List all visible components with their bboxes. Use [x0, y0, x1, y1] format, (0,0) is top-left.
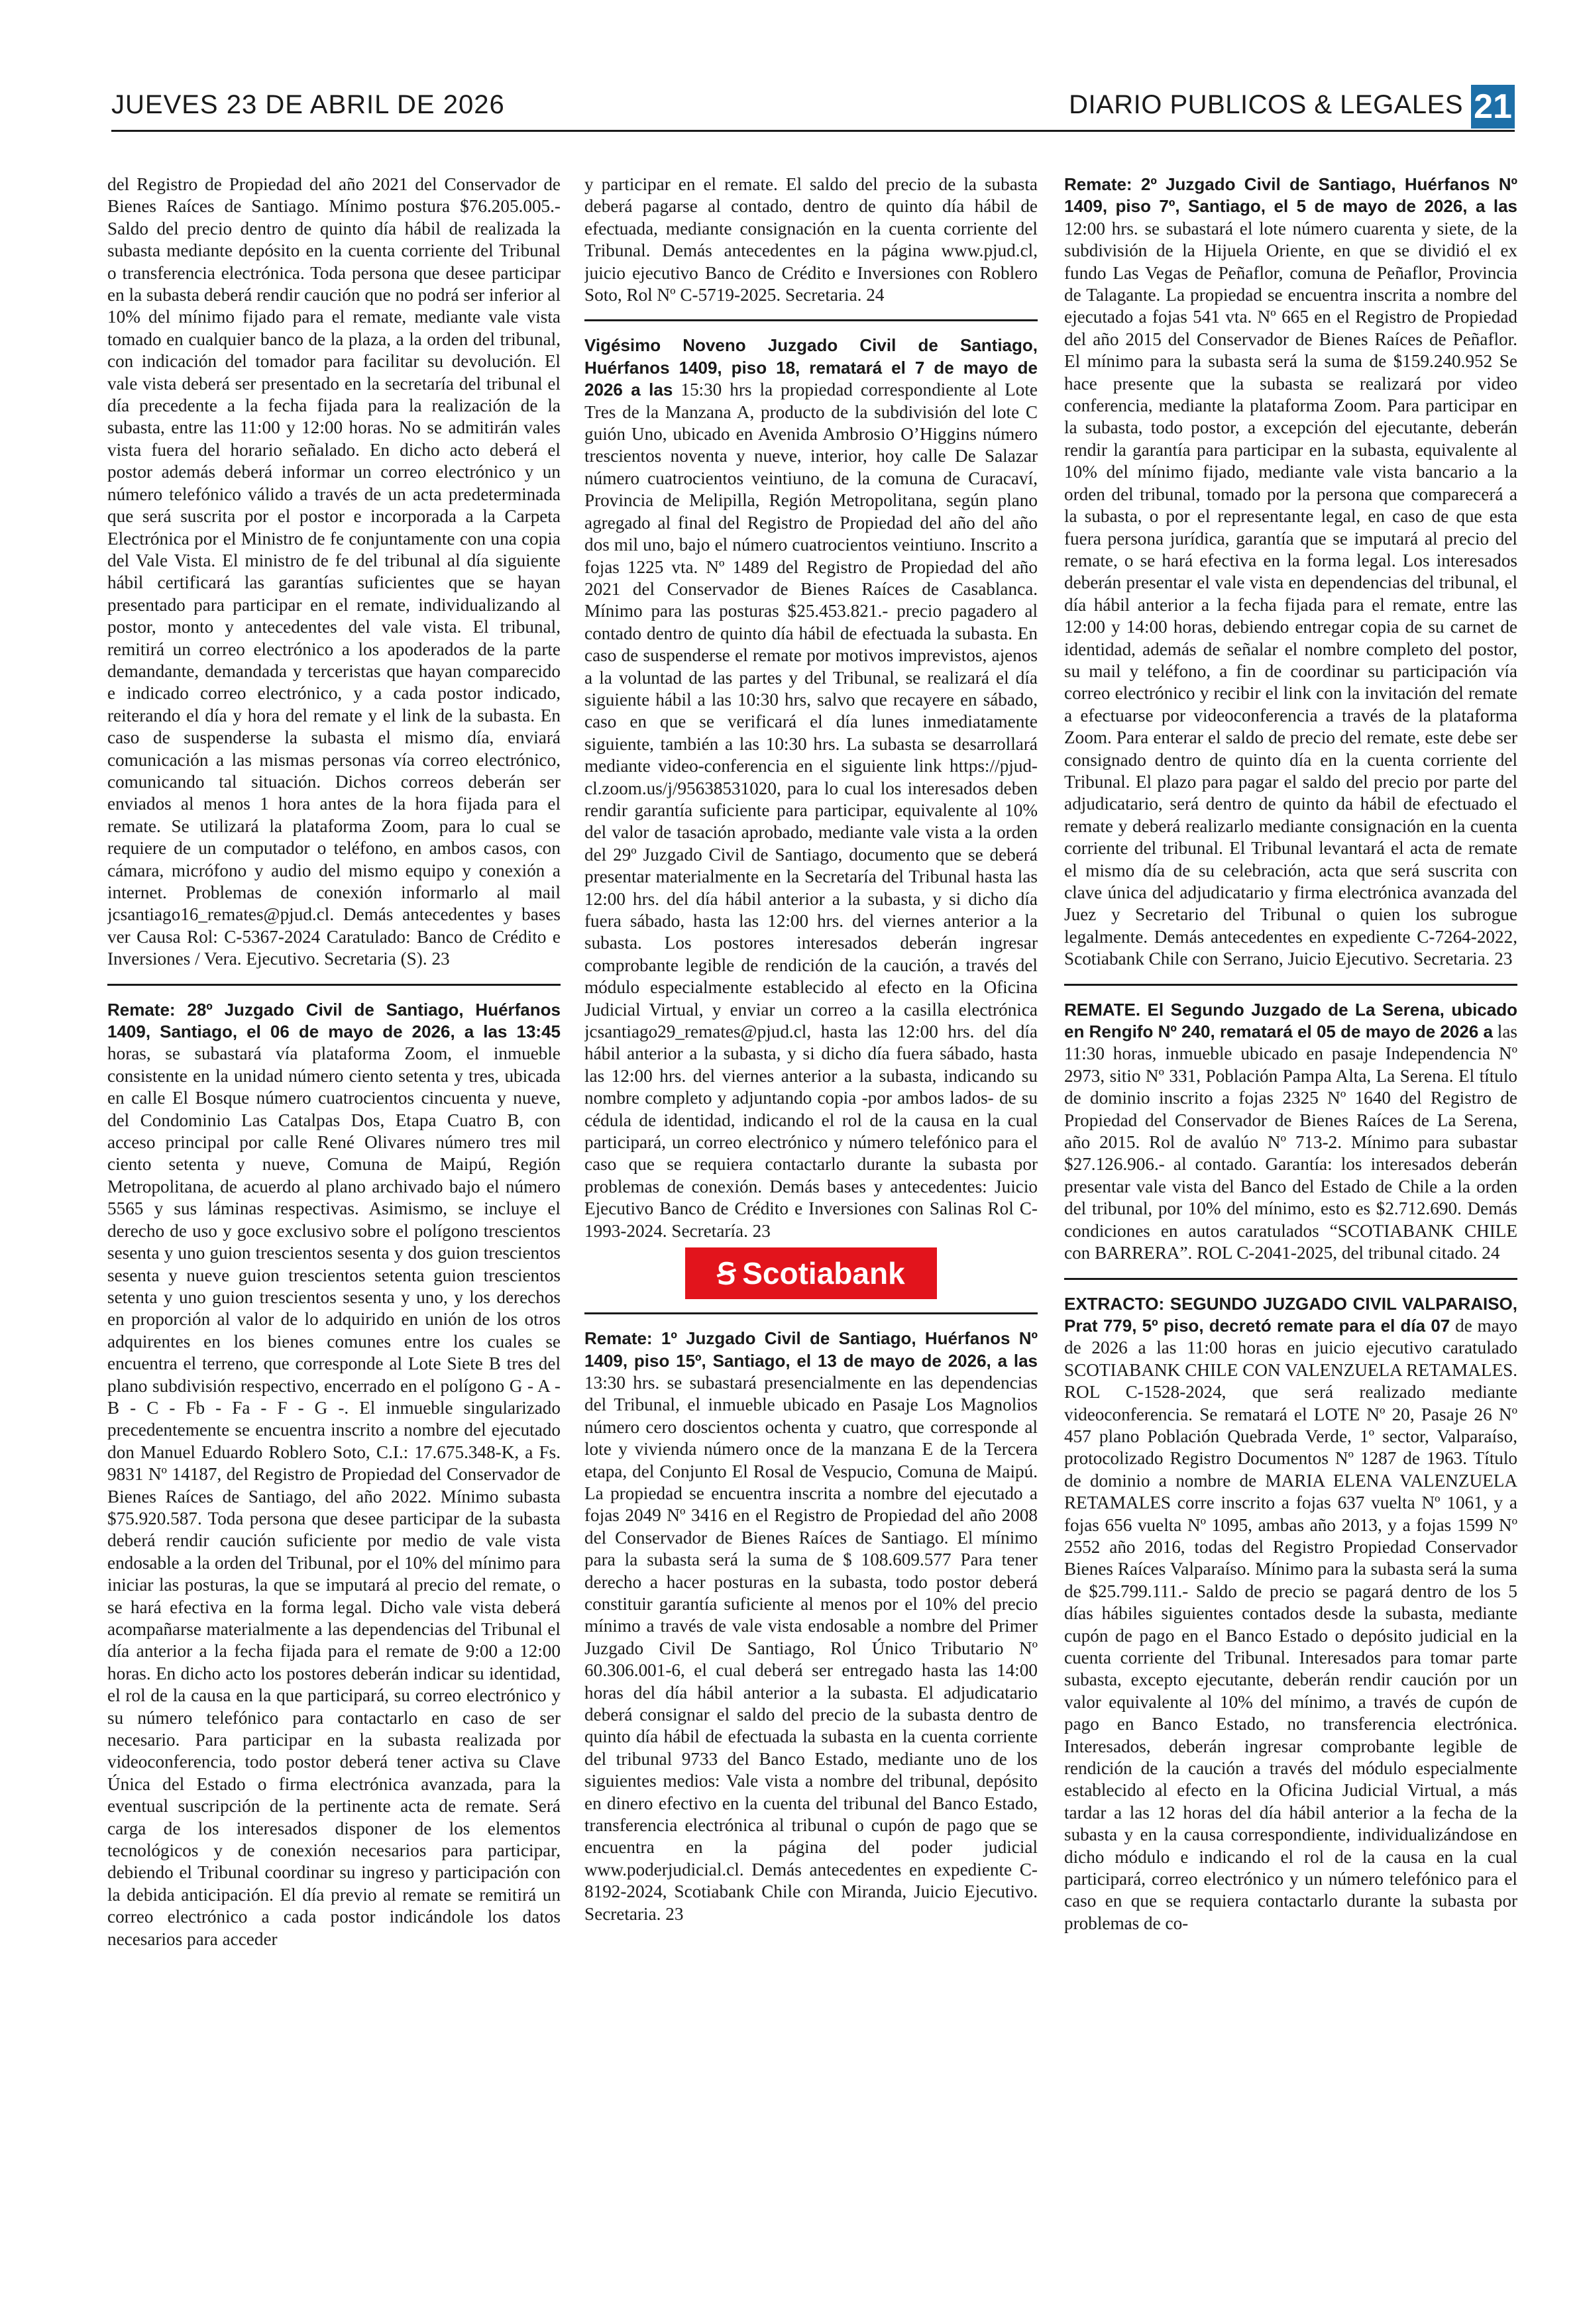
notice-text: de mayo de 2026 a las 11:00 horas en juicio ejecutivo caratulado SCOTIABANK CHILE CON VALENZUELA RETAMALES. ROL C-1528-2024, que será realizado mediante videoconferencia. Se rematará el LOTE Nº 20, Pasaje 26 Nº 457 plano Población Quebrada Verde, 1º sector, Valparaíso, protocolizado Registro Documentos Nº 1287 de 1963. Título de dominio a nombre de MARIA ELENA VALENZUELA RETAMALES corre inscrito a fojas 637 vuelta Nº 1061, y a fojas 656 vuelta Nº 1095, ambas año 2013, y a fojas 1599 Nº 2552 año 2016, todas del Registro Propiedad Conservador Bienes Raíces Valparaíso. Mínimo para la subasta será la suma de $25.799.111.- Saldo de precio se pagará dentro de los 5 días hábiles siguientes contados desde la subasta, mediante cupón de pago en el Banco Estado o depósito judicial en la cuenta corriente del Tribunal. Interesados para tomar parte subasta, excepto ejecutante, deberán rendir caución por un valor equivalente al 10% del mínimo, a través de cupón de pago en Banco Estado, no transferencia electrónica. Interesados, deberán ingresar comprobante legible de rendición de la caución a través del módulo especialmente establecido al efecto en la Oficina Judicial Virtual, a más tardar a las 12 horas del día hábil anterior a la fecha de la subasta y en la causa correspondiente, individualizándose en dicho módulo e indicando el rol de la causa en la cual participará, correo electrónico y un número telefónico para el caso en que se requiera contactarlo durante la subasta por problemas de co- [1064, 1315, 1517, 1933]
issue-date: JUEVES 23 DE ABRIL DE 2026 [111, 90, 505, 119]
publication-title: DIARIO PUBLICOS & LEGALES [1069, 90, 1463, 119]
notice-continuation [584, 174, 1038, 306]
notice-text: 12:00 hrs. se subastará el lote número cuarenta y siete, de la subdivisión de la Hijuela Oriente, en que se dividió el ex fundo Las Vegas de Peñaflor, comuna de Peñaflor, Provincia de Talagante. La propiedad se encuentra inscrita a nombre del ejecutado a fojas 541 vta. Nº 665 en el Registro de Propiedad del año 2015 del Conservador de Bienes Raíces de Peñaflor. El mínimo para la subasta será la suma de $159.240.952 Se hace presente que la subasta se realizará por video conferencia, mediante la plataforma Zoom. Para participar en la subasta, todo postor, a excepción del ejecutante, deberán rendir la garantía para participar en la subasta, equivalente al 10% del mínimo fijado, mediante vale vista bancario a la orden del tribunal, tomado por la persona que comparecerá a la subasta, o por el representante legal, en caso de que esta fuera persona jurídica, garantía que se imputará al precio del remate, o se hará efectiva en la forma legal. Los interesados deberán presentar el vale vista en dependencias del tribunal, el día hábil anterior a la fecha fijada para el remate, entre las 12:00 y 14:00 horas, debiendo entregar copia de su carnet de identidad, además de señalar el nombre completo del postor, su mail y teléfono, a fin de coordinar su participación vía correo electrónico y recibir el link con la invitación del remate a efectuarse por videoconferencia a través de la plataforma Zoom. Para enterar el saldo de precio del remate, este debe ser consignado dentro de quinto día en la cuenta corriente del Tribunal. El plazo para pagar el saldo del precio por parte del adjudicatario, será dentro de quinto da hábil de efectuado el remate y deberá realizarlo mediante consignación en la cuenta corriente del tribunal. El Tribunal levantará el acta de remate el mismo día de su celebración, acta que será suscrita con clave única del adjudicatario y firma electrónica avanzada del Juez y Secretario del Tribunal o quien los subrogue legalmente. Demás antecedentes en expediente C-7264-2022, Scotiabank Chile con Serrano, Juicio Ejecutivo. Secretaria. 23 [1064, 218, 1517, 969]
page-header [111, 85, 1515, 131]
column-3 [1064, 174, 1517, 2307]
notice-divider [584, 1312, 1038, 1314]
notice-29-juzgado [584, 335, 1038, 1242]
notice-1-juzgado [584, 1328, 1038, 1925]
page-number: 21 [1471, 85, 1515, 129]
notice-lead: REMATE. El Segundo Juzgado de La Serena, ubicado en Rengifo Nº 240, rematará el 05 de mayo de 2026 a [1064, 999, 1517, 1042]
notice-continuation [107, 174, 561, 971]
notice-text: 13:30 hrs. se subastará presencialmente en las dependencias del Tribunal, el inmueble ubicado en Pasaje Los Magnolios número cero doscientos ochenta y cuatro, que corresponde al lote y vivienda número once de la manzana E de la Tercera etapa, del Conjunto El Rosal de Vespucio, Comuna de Maipú. La propiedad se encuentra inscrita a nombre del ejecutado a fojas 2049 Nº 3416 en el Registro de Propiedad del año 2008 del Conservador de Bienes Raíces de Santiago. El mínimo para la subasta será la suma de $ 108.609.577 Para tener derecho a hacer posturas en la subasta, todo postor deberá constituir garantía suficiente al menos por el 10% del precio mínimo a través de vale vista endosable a nombre del Primer Juzgado Civil De Santiago, Rol Único Tributario Nº 60.306.001-6, el cual deberá ser entregado hasta las 14:00 horas del día hábil anterior a la subasta. El adjudicatario deberá consignar el saldo del precio de la subasta dentro de quinto día hábil de efectuada la subasta en la cuenta corriente del tribunal 9733 del Banco Estado, mediante uno de los siguientes medios: Vale vista a nombre del tribunal, depósito en dinero efectivo en la cuenta del tribunal del Banco Estado, transferencia electrónica al tribunal o cupón de pago que se encuentra en la página del poder judicial www.poderjudicial.cl. Demás antecedentes en expediente C-8192-2024, Scotiabank Chile con Miranda, Juicio Ejecutivo. Secretaria. 23 [584, 1372, 1038, 1924]
advertiser-logo-block [584, 1247, 1038, 1299]
notice-2-juzgado-santiago [1064, 174, 1517, 971]
notice-divider [1064, 1278, 1517, 1280]
notice-lead: Remate: 28º Juzgado Civil de Santiago, Huérfanos 1409, Santiago, el 06 de mayo de 2026, a las 13:45 [107, 999, 561, 1042]
notice-text: horas, se subastará vía plataforma Zoom, el inmueble consistente en la unidad número ciento setenta y tres, ubicada en calle El Bosque número cuatrocientos cincuenta y nueve, del Condominio Las Catalpas Dos, Etapa Cuatro B, con acceso principal por calle René Olivares número tres mil ciento setenta y nueve, Comuna de Maipú, Región Metropolitana, de acuerdo al plano archivado bajo el número 5565 y sus láminas respectivas. Asimismo, se incluye el derecho de uso y goce exclusivo sobre el polígono trescientos sesenta y uno guion trescientos sesenta y dos guion trescientos sesenta y nueve guion trescientos setenta guion trescientos setenta y uno guion trescientos sesenta y uno, y los derechos en proporción al valor de lo adquirido en unión de los otros adquirentes en los bienes comunes entre los cuales se encuentra el terreno, que corresponde al Lote Siete B tres del plano subdivisión respectivo, encerrado en el polígono G - A - B - C - Fb - Fa - F - G -. El inmueble singularizado precedentemente se encuentra inscrito a nombre del ejecutado don Manuel Eduardo Roblero Soto, C.I.: 17.675.348-K, a Fs. 9831 Nº 14187, del Registro de Propiedad del Conservador de Bienes Raíces de Santiago, del año 2022. Mínimo subasta $75.920.587. Toda persona que desee participar de la subasta deberá rendir caución suficiente por medio de vale vista endosable a la orden del Tribunal, por el 10% del mínimo para iniciar las posturas, la que se imputará al precio del remate, o se hará efectiva en la forma legal. Dicho vale vista deberá acompañarse materialmente a las dependencias del Tribunal el día anterior a la fecha fijada para el remate de 9:00 a 12:00 horas. En dicho acto los postores deberán indicar su identidad, el rol de la causa en la que participará, su correo electrónico y su número telefónico para contactarlo en caso de ser necesario. Para participar en la subasta realizada por videoconferencia, todo postor deberá tener activa su Clave Única del Estado o firma electrónica avanzada, para la eventual suscripción de la pertinente acta de remate. Será carga de los interesados disponer de los elementos tecnológicos y de conexión necesarios para participar, debiendo el Tribunal coordinar su ingreso y participación con la debida anticipación. El día previo al remate se remitirá un correo electrónico a cada postor indicándole los datos necesarios para acceder [107, 1043, 561, 1949]
column-1 [107, 174, 561, 2307]
scotiabank-logo [685, 1247, 937, 1299]
notice-28-juzgado [107, 999, 561, 1950]
notice-lead: Remate: 2º Juzgado Civil de Santiago, Huérfanos Nº 1409, piso 7º, Santiago, el 5 de mayo de 2026, a las [1064, 174, 1517, 217]
notice-divider [107, 984, 561, 986]
notice-text: y participar en el remate. El saldo del precio de la subasta deberá pagarse al contado, dentro de quinto día hábil de efectuada, mediante consignación en la cuenta corriente del Tribunal. Demás antecedentes en la página www.pjud.cl, juicio ejecutivo Banco de Crédito e Inversiones con Roblero Soto, Rol Nº C-5719-2025. Secretaria. 24 [584, 174, 1038, 305]
notice-text: del Registro de Propiedad del año 2021 del Conservador de Bienes Raíces de Santiago. Mínimo postura $76.205.005.- Saldo del precio dentro de quinto día hábil de realizada la subasta mediante depósito en la cuenta corriente del Tribunal o transferencia electrónica. Toda persona que desee participar en la subasta deberá rendir caución que no podrá ser inferior al 10% del mínimo fijado para el remate, mediante vale vista tomado en cualquier banco de la plaza, a la orden del tribunal, con indicación del tomador para facilitar su devolución. El vale vista deberá ser presentado en la secretaría del tribunal el día precedente a la fecha fijada para la realización de la subasta, entre las 11:00 y 12:00 horas. No se admitirán vales vista fuera del horario señalado. En dicho acto deberá el postor además deberá informar un correo electrónico y un número telefónico válido a través de un acta predeterminada que será suscrita por el postor e incorporada a la Carpeta Electrónica por el Ministro de fe conjuntamente con una copia del Vale Vista. El ministro de fe del tribunal al día siguiente hábil certificará las garantías suficientes que se hayan presentado para participar en el remate, individualizando al postor, monto y antecedentes del vale vista. El tribunal, remitirá un correo electrónico a los apoderados de la parte demandante, demandada y terceristas que hayan comparecido e indicado correo electrónico, y a cada postor indicado, reiterando el día y hora del remate y el link de la subasta. En caso de suspenderse la subasta el mismo día, enviará comunicación a las mismas personas vía correo electrónico, comunicando tal situación. Dichos correos deberán ser enviados al menos 1 hora antes de la hora fijada para el remate. Se utilizará la plataforma Zoom, para lo cual se requiere de un computador o teléfono, en ambos casos, con cámara, micrófono y audio del mismo equipo y conexión a internet. Problemas de conexión informarlo al mail jcsantiago16_remates@pjud.cl. Demás antecedentes y bases ver Causa Rol: C-5367-2024 Caratulado: Banco de Crédito e Inversiones / Vera. Ejecutivo. Secretaria (S). 23 [107, 174, 561, 969]
notice-la-serena [1064, 999, 1517, 1265]
notice-text: las 11:30 horas, inmueble ubicado en pasaje Independencia Nº 2973, sitio Nº 331, Población Pampa Alta, La Serena. El título de dominio inscrito a fojas 2325 Nº 1640 del Registro de Propiedad del Conservador de Bienes Raíces de La Serena, año 2015. Rol de avalúo Nº 713-2. Mínimo para subastar $27.126.906.- al contado. Garantía: los interesados deberán presentar vale vista del Banco del Estado de Chile a la orden del tribunal, por 10% del mínimo, esto es $2.712.690. Demás condiciones en autos caratulados “SCOTIABANK CHILE con BARRERA”. ROL C-2041-2025, del tribunal citado. 24 [1064, 1022, 1517, 1263]
notice-lead: Vigésimo Noveno Juzgado Civil de Santiago, Huérfanos 1409, piso 18, rematará el 7 de mayo de 2026 a las [584, 335, 1038, 400]
logo-text: Scotiabank [742, 1256, 905, 1291]
scotiabank-icon: Ꞩ [717, 1258, 736, 1291]
notice-lead: EXTRACTO: SEGUNDO JUZGADO CIVIL VALPARAISO, Prat 779, 5º piso, decretó remate para el día 07 [1064, 1293, 1517, 1336]
header-rule [111, 130, 1515, 132]
column-2 [584, 174, 1038, 2307]
notice-valparaiso [1064, 1293, 1517, 1935]
notice-text: 15:30 hrs la propiedad correspondiente al Lote Tres de la Manzana A, producto de la subdivisión del lote C guión Uno, ubicado en Avenida Ambrosio O’Higgins número trescientos noventa y nueve, interior, hoy calle De Salazar número cuatrocientos veintiuno, de la comuna de Curacaví, Provincia de Melipilla, Región Metropolitana, según plano agregado al final del Registro de Propiedad del año del año dos mil uno, bajo el número cuatrocientos veintiuno. Inscrito a fojas 1225 vta. Nº 1489 del Registro de Propiedad del año 2021 del Conservador de Bienes Raíces de Casablanca. Mínimo para las posturas $25.453.821.- precio pagadero al contado dentro de quinto día hábil de efectuada la subasta. En caso de suspenderse el remate por motivos imprevistos, ajenos a la voluntad de las partes y del Tribunal, se realizará el día siguiente hábil a las 10:30 hrs, salvo que recayere en sábado, caso en que se verificará el día lunes inmediatamente siguiente, también a las 10:30 hrs. La subasta se desarrollará mediante video-conferencia en el siguiente link https://pjud-cl.zoom.us/j/95638531020, para lo cual los interesados deben rendir garantía suficiente para participar, equivalente al 10% del valor de tasación aprobado, mediante vale vista a la orden del 29º Juzgado Civil de Santiago, documento que se deberá presentar materialmente en la Secretaría del Tribunal hasta las 12:00 hrs. del día hábil anterior a la subasta, y si dicho día fuera sábado, hasta las 12:00 hrs. del viernes anterior a la subasta. Los postores interesados deberán ingresar comprobante legible de rendición de la caución, a través del módulo especialmente establecido al efecto en la Oficina Judicial Virtual, y enviar un correo a la casilla electrónica jcsantiago29_remates@pjud.cl, hasta las 12:00 hrs. del día hábil anterior a la subasta, y si dicho día fuera sábado, hasta las 12:00 hrs. del viernes anterior a la subasta, indicando su nombre completo y adjuntando copia -por ambos lados- de su cédula de identidad, indicando el rol de la causa en la cual participará, un correo electrónico y número telefónico para el caso que se requiera contactarlo durante la subasta por problemas de conexión. Demás bases y antecedentes: Juicio Ejecutivo Banco de Crédito e Inversiones con Salinas Rol C-1993-2024. Secretaría. 23 [584, 380, 1038, 1241]
notice-divider [1064, 984, 1517, 986]
notice-divider [584, 319, 1038, 321]
notice-lead: Remate: 1º Juzgado Civil de Santiago, Huérfanos Nº 1409, piso 15º, Santiago, el 13 de mayo de 2026, a las [584, 1328, 1038, 1371]
